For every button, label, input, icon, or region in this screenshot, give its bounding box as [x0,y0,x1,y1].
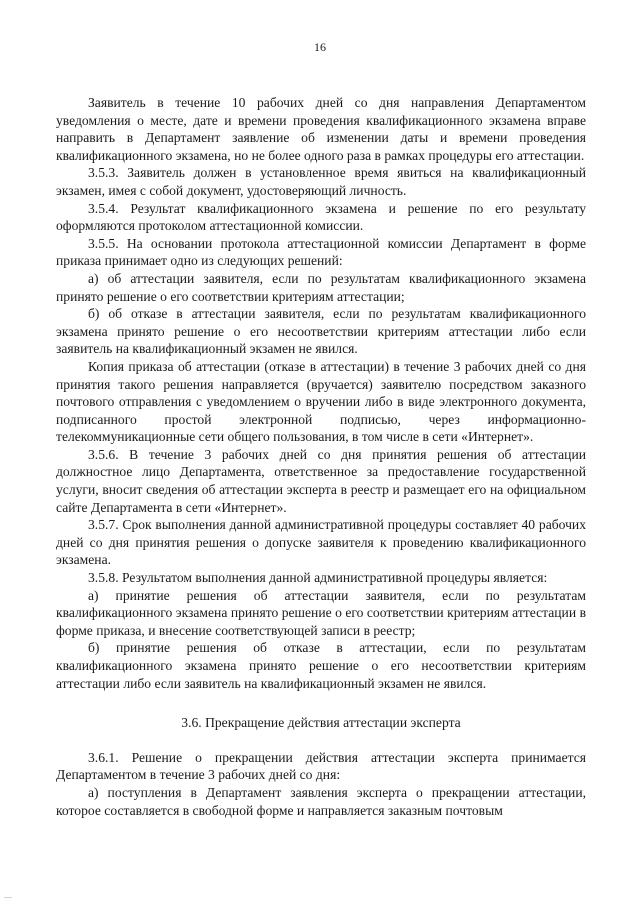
paragraph-3-5-5-b: б) об отказе в аттестации заявителя, если по результатам квалификационного экзамена принято решение о его несоответствии критериям аттестации либо если заявитель на квалификационный экзамен не явился. [56,306,586,357]
scan-mark: — [4,892,12,901]
paragraph-3-5-7: 3.5.7. Срок выполнения данной административной процедуры составляет 40 рабочих дней со дня принятия решения о допуске заявителя к проведению квалификационного экзамена. [56,517,586,568]
section-heading: 3.6. Прекращение действия аттестации эксперта [181,715,461,731]
paragraph-3-5-5: 3.5.5. На основании протокола аттестационной комиссии Департамент в форме приказа принимает одно из следующих решений: [56,235,586,269]
page-number: 16 [314,40,326,54]
paragraph-3-5-5-a: а) об аттестации заявителя, если по результатам квалификационного экзамена принято решение о его соответствии критериям аттестации; [56,270,586,304]
paragraph-3-6-1-a: а) поступления в Департамент заявления эксперта о прекращении аттестации, которое составляется в свободной форме и направляется заказным почтовым [56,784,586,818]
document-body [56,94,586,819]
paragraph-applicant-reschedule: Заявитель в течение 10 рабочих дней со дня направления Департаментом уведомления о месте, дате и времени проведения квалификационного экзамена вправе направить в Департамент заявление об изменении даты и времени проведения квалификационного экзамена, но не более одного раза в рамках процедуры его аттестации. [56,95,586,163]
paragraph-3-5-8-a: а) принятие решения об аттестации заявителя, если по результатам квалификационного экзамена принято решение о его соответствии критериям аттестации в форме приказа, и внесение соответствующей записи в реестр; [56,587,586,638]
paragraph-3-6-1: 3.6.1. Решение о прекращении действия аттестации эксперта принимается Департаментом в течение 3 рабочих дней со дня: [56,749,586,783]
paragraph-3-5-6: 3.5.6. В течение 3 рабочих дней со дня принятия решения об аттестации должностное лицо Департамента, ответственное за предоставление государственной услуги, вносит сведения об аттестации эксперта в реестр и размещает его на официальном сайте Департамента в сети «Интернет». [56,446,586,515]
paragraph-3-5-8-b: б) принятие решения об отказе в аттестации, если по результатам квалификационного экзамена принято решение о его несоответствии критериям аттестации либо если заявитель на квалификационный экзамен не явился. [56,640,586,691]
paragraph-order-copy: Копия приказа об аттестации (отказе в аттестации) в течение 3 рабочих дней со дня принятия такого решения направляется (вручается) заявителю посредством заказного почтового отправления с уведомлением о вручении либо в виде электронного документа, подписанного простой электронной подписью, через информационно-телекоммуникационные сети общего пользования, в том числе в сети «Интернет». [56,358,586,445]
paragraph-3-5-4: 3.5.4. Результат квалификационного экзамена и решение по его результату оформляются протоколом аттестационной комиссии. [56,200,586,234]
paragraph-3-5-8: 3.5.8. Результатом выполнения данной административной процедуры является: [88,570,548,586]
paragraph-3-5-3: 3.5.3. Заявитель должен в установленное время явиться на квалификационный экзамен, имея с собой документ, удостоверяющий личность. [56,165,586,198]
